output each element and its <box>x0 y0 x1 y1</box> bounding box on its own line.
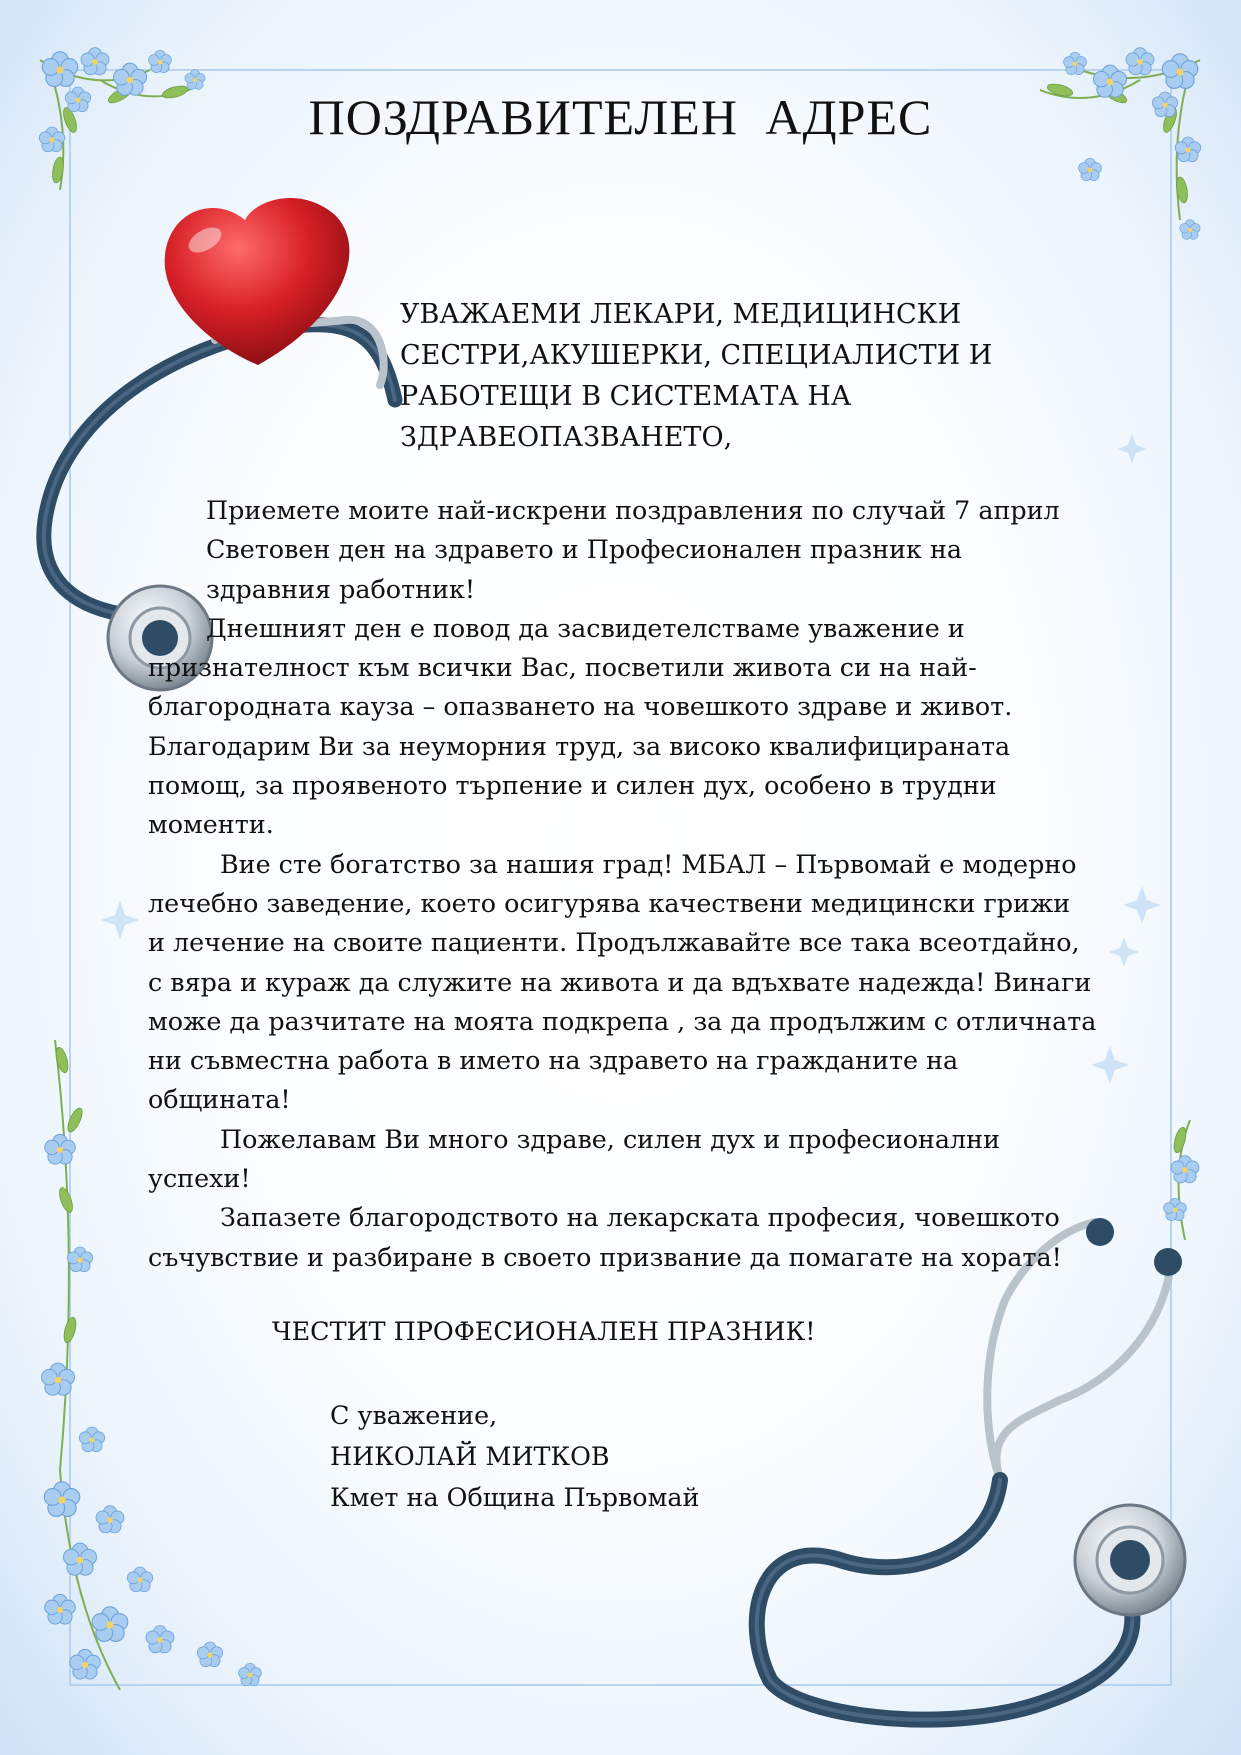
text-line: Благодарим Ви за неуморния труд, за високо квалифицираната <box>148 730 1011 761</box>
text-line: съчувствие и разбиране в своето призвание да помагате на хората! <box>148 1241 1062 1272</box>
addressee-line: УВАЖАЕМИ ЛЕКАРИ, МЕДИЦИНСКИ <box>400 299 962 330</box>
paragraph-greetings <box>148 491 1098 609</box>
paragraph-wishes <box>148 1120 1098 1199</box>
closing-greeting: ЧЕСТИТ ПРОФЕСИОНАЛЕН ПРАЗНИК! <box>272 1316 816 1346</box>
text-line: и лечение на своите пациенти. Продължавайте все така всеотдайно, <box>148 927 1080 958</box>
text-line: Днешният ден е повод да засвидетелстваме уважение и <box>206 612 965 643</box>
text-line: здравния работник! <box>206 573 476 604</box>
stethoscope-bottom-right-icon <box>757 1218 1185 1720</box>
text-line: Запазете благородството на лекарската професия, човешкото <box>220 1202 1060 1233</box>
letter-body <box>148 491 1098 1277</box>
signature-salutation: С уважение, <box>330 1400 498 1430</box>
text-line: успехи! <box>148 1163 251 1194</box>
text-line: ни съвместна работа в името на здравето на гражданите на <box>148 1045 959 1076</box>
signature-position: Кмет на Община Първомай <box>330 1482 700 1512</box>
addressee-line: ЗДРАВЕОПАЗВАНЕТО, <box>400 422 733 453</box>
text-line: лечебно заведение, което осигурява качествени медицински грижи <box>148 887 1071 918</box>
text-line: благородната кауза – опазването на човешкото здраве и живот. <box>148 691 1013 722</box>
signature-block <box>330 1395 699 1518</box>
addressee-line: СЕСТРИ,АКУШЕРКИ, СПЕЦИАЛИСТИ И <box>400 340 993 371</box>
document-title: ПОЗДРАВИТЕЛЕН АДРЕС <box>308 89 933 145</box>
text-line: Пожелавам Ви много здраве, силен дух и професионални <box>220 1123 1001 1154</box>
text-line: Приемете моите най-искрени поздравления по случай 7 април <box>206 495 1060 525</box>
text-line: признателност към всички Вас, посветили живота си на най- <box>148 652 977 683</box>
text-line: Световен ден на здравето и Професионален празник на <box>206 534 963 565</box>
text-line: помощ, за проявеното търпение и силен дух, особено в трудни <box>148 770 997 801</box>
text-line: моменти. <box>148 809 274 840</box>
floral-branch-right <box>1164 1120 1199 1240</box>
heart-icon <box>165 198 350 365</box>
text-line: с вяра и кураж да служите на живота и да вдъхвате надежда! Винаги <box>148 966 1092 997</box>
signature-name: НИКОЛАЙ МИТКОВ <box>330 1441 610 1471</box>
text-line: общината! <box>148 1084 291 1115</box>
paragraph-hospital <box>148 845 1098 1120</box>
paragraph-gratitude <box>148 609 1098 845</box>
text-line: Вие сте богатство за нашия град! МБАЛ – Първомай е модерно <box>220 848 1077 879</box>
text-line: може да разчитате на моята подкрепа , за да продължим с отличната <box>148 1005 1097 1036</box>
paragraph-profession <box>148 1198 1098 1277</box>
addressee-line: РАБОТЕЩИ В СИСТЕМАТА НА <box>400 381 852 412</box>
addressee-block <box>400 294 1100 458</box>
